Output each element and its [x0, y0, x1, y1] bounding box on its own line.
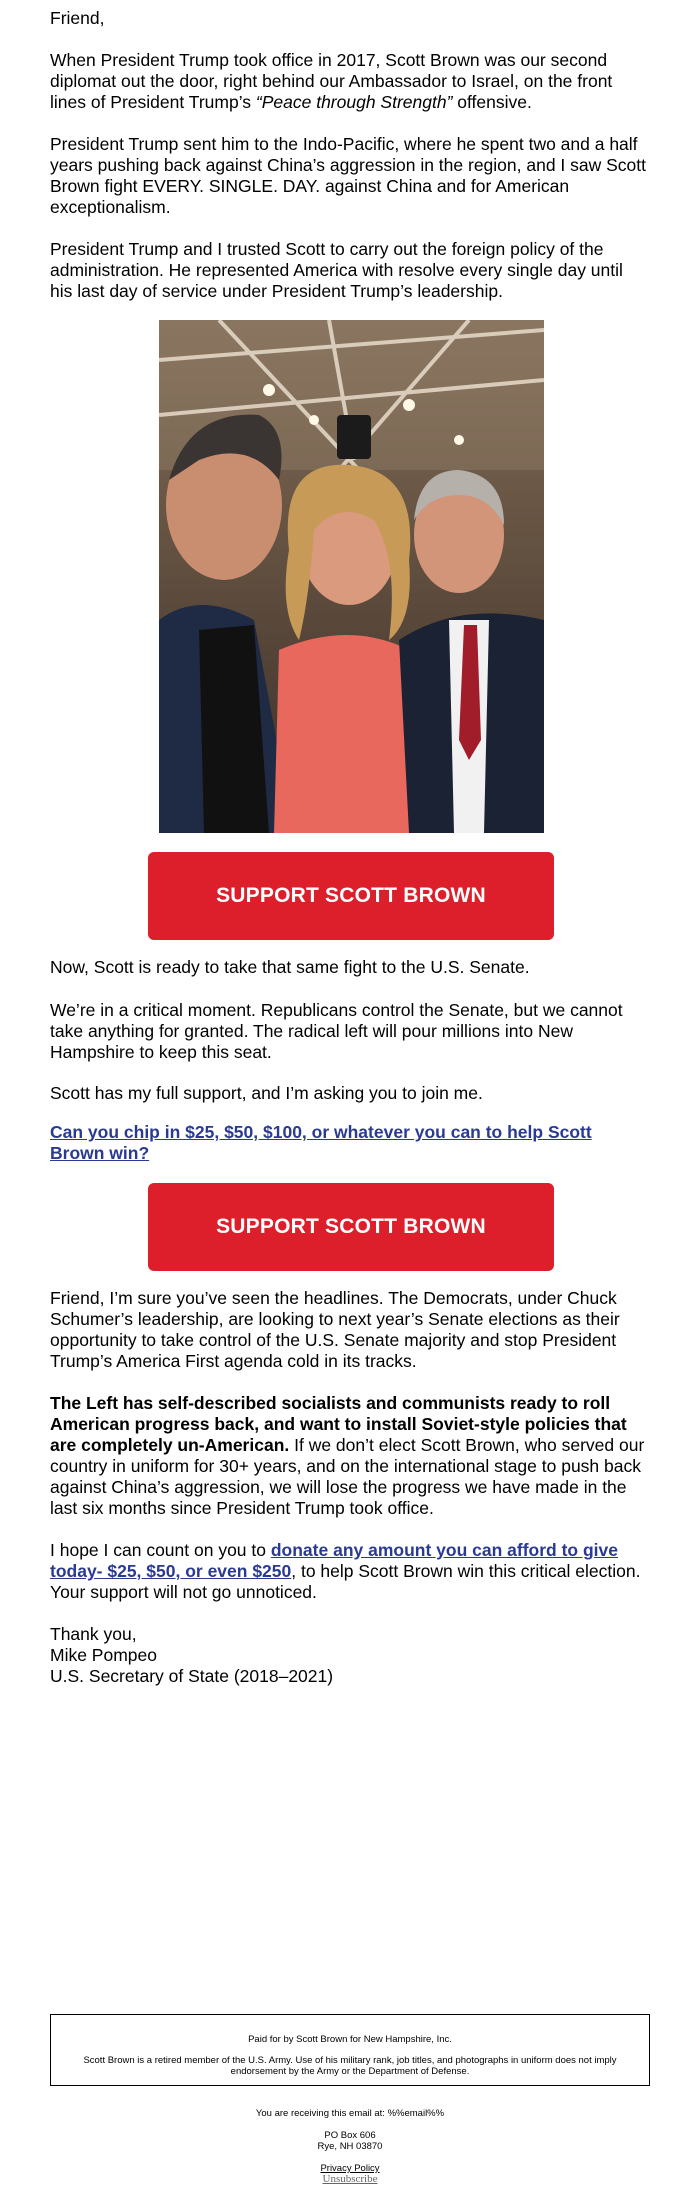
unsubscribe-link[interactable]: Unsubscribe — [322, 2173, 378, 2185]
signer-name: Mike Pompeo — [50, 1645, 157, 1665]
intro-paragraph-3: President Trump and I trusted Scott to carry out the foreign policy of the administration. He represented America with resolve every single day until his last day of service under President Trump’s leadership. — [50, 239, 623, 301]
disclaimer-box — [50, 2014, 650, 2086]
support-scott-brown-button[interactable]: SUPPORT SCOTT BROWN — [148, 852, 554, 940]
senate-paragraph-2: We’re in a critical moment. Republicans control the Senate, but we cannot take anything for granted. The radical left will pour millions into New Hampshire to keep this seat. — [50, 1000, 623, 1062]
receiving-email-text: You are receiving this email at: %%email%% — [255, 2108, 445, 2119]
donate-outro-text: , to help Scott Brown win this critical election. Your support will not go unnoticed. — [50, 1561, 641, 1602]
military-disclaimer: Scott Brown is a retired member of the U.S. Army. Use of his military rank, job titles, and photographs in uniform does not imply endorsement by the Army or the Department of Defense. — [83, 2055, 617, 2077]
greeting: Friend, — [50, 8, 105, 28]
headlines-paragraph-3 — [50, 1540, 650, 1603]
headlines-paragraph-1: Friend, I’m sure you’ve seen the headlines. The Democrats, under Chuck Schumer’s leadership, are looking to next year’s Senate elections as their opportunity to take control of the U.S. Senate majority and stop President Trump’s America First agenda cold in its tracks. — [50, 1288, 620, 1371]
intro-text-end: offensive. — [452, 92, 532, 112]
city-address: Rye, NH 03870 — [317, 2141, 383, 2152]
chip-in-link[interactable]: Can you chip in $25, $50, $100, or whatever you can to help Scott Brown win? — [50, 1122, 592, 1163]
headlines-text: If we don’t elect Scott Brown, who served our country in uniform for 30+ years, and on the international stage to push back against China’s aggression, we will lose the progress we have made in the last six months since President Trump took office. — [50, 1435, 645, 1518]
intro-paragraph-1 — [50, 50, 650, 113]
closing: Thank you, — [50, 1624, 137, 1644]
headlines-paragraph-2 — [50, 1393, 650, 1519]
senate-paragraph-3: Scott has my full support, and I’m asking you to join me. — [50, 1083, 483, 1103]
donate-link[interactable]: donate any amount you can afford to give today- $25, $50, or even $250 — [50, 1540, 618, 1581]
signer-title: U.S. Secretary of State (2018–2021) — [50, 1666, 334, 1686]
signature-block — [50, 1624, 333, 1687]
donate-intro-text: I hope I can count on you to — [50, 1540, 271, 1560]
privacy-policy-link[interactable]: Privacy Policy — [320, 2163, 380, 2174]
headlines-bold-text: The Left has self-described socialists and communists ready to roll American progress back, and want to install Soviet-style policies that are completely un-American. — [50, 1393, 627, 1455]
group-photo — [159, 320, 544, 833]
support-scott-brown-button-2[interactable]: SUPPORT SCOTT BROWN — [148, 1183, 554, 1271]
paid-for-text: Paid for by Scott Brown for New Hampshire, Inc. — [248, 2034, 452, 2045]
po-box: PO Box 606 — [324, 2130, 376, 2141]
slogan: “Peace through Strength” — [255, 92, 453, 112]
intro-paragraph-2: President Trump sent him to the Indo-Pacific, where he spent two and a half years pushing back against China’s aggression in the region, and I saw Scott Brown fight EVERY. SINGLE. DAY. against China and for American exceptionalism. — [50, 134, 647, 217]
intro-text: When President Trump took office in 2017, Scott Brown was our second diplomat out the door, right behind our Ambassador to Israel, on the front lines of President Trump’s — [50, 50, 613, 112]
senate-paragraph-1: Now, Scott is ready to take that same fight to the U.S. Senate. — [50, 957, 530, 977]
